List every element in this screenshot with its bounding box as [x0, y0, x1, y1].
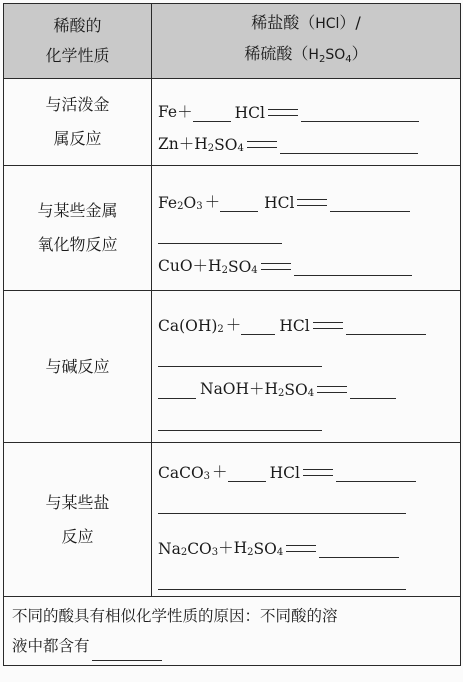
row-salt-equations: [152, 443, 461, 597]
row-oxide-label-line1: 与某些金属: [37, 201, 118, 220]
eq-caco3-sub1: 3: [203, 470, 211, 482]
header-left-line2: 化学性质: [45, 46, 110, 65]
eq-naoh-a: NaOH＋H: [200, 379, 279, 398]
equation-naoh-continuation: [158, 399, 460, 431]
row-oxide-equations: [152, 166, 461, 291]
row-oxide-label: [4, 166, 152, 291]
row-metal-equations: [152, 79, 461, 166]
equation-fe-hcl: [158, 90, 460, 122]
product-blank[interactable]: [319, 539, 399, 558]
row-salt-label-line2: 反应: [61, 526, 94, 546]
footer-cell: [4, 597, 461, 666]
equation-na2co3-h2so4: [158, 514, 460, 558]
header-left-line1: 稀酸的: [53, 16, 102, 35]
equation-naoh-h2so4: [158, 367, 460, 399]
header-h2so4-sub4: 4: [345, 53, 352, 65]
product-blank-continuation[interactable]: [158, 495, 406, 514]
eq-caco3-a: CaCO: [158, 463, 204, 482]
row-oxide: [4, 166, 461, 291]
product-blank-continuation[interactable]: [158, 571, 406, 590]
equals-sign: [286, 545, 316, 552]
eq-na2co3-c: ＋H: [218, 538, 248, 557]
acid-properties-table: [3, 3, 461, 666]
eq-fe2o3-b: O: [183, 194, 197, 212]
equation-caco3-continuation: [158, 482, 460, 514]
row-base-label: [4, 291, 152, 443]
eq-cuo-sub2: 4: [251, 265, 258, 276]
header-hcl-suffix: ）/: [339, 12, 361, 32]
eq-na2co3-d: SO: [253, 539, 277, 558]
equation-fe2o3-hcl: [158, 180, 460, 212]
eq-naoh-sub1: 2: [278, 387, 285, 399]
product-blank[interactable]: [280, 135, 418, 154]
eq-zn-sub1: 2: [207, 143, 215, 154]
eq-cuo-mid: SO: [227, 258, 252, 276]
coefficient-blank[interactable]: [241, 316, 275, 335]
equals-sign: [268, 109, 298, 116]
coefficient-blank[interactable]: [193, 103, 231, 122]
equals-sign: [297, 199, 327, 206]
eq-na2co3-sub4: 4: [276, 546, 284, 558]
product-blank-continuation[interactable]: [158, 348, 322, 367]
product-blank-continuation[interactable]: [158, 225, 282, 244]
eq-naoh-mid: SO: [284, 380, 308, 399]
header-acids-cell: [152, 4, 461, 79]
row-base-label-text: 与碱反应: [45, 356, 110, 376]
equation-caoh2-hcl: [158, 303, 460, 335]
product-blank[interactable]: [294, 257, 412, 276]
equation-na2co3-continuation: [158, 558, 460, 590]
row-metal-label: [4, 79, 152, 166]
eq-cuo-reactant: CuO＋H: [158, 257, 222, 275]
header-h2so4-sub2: 2: [318, 53, 326, 65]
header-h2so4-prefix: 稀硫酸（: [244, 43, 309, 63]
header-row: [4, 4, 461, 79]
eq-fe2o3-plus: ＋: [204, 193, 221, 211]
eq-na2co3-a: Na: [158, 539, 181, 558]
equals-sign: [317, 386, 347, 393]
eq-caoh2-sub1: 2: [217, 323, 224, 335]
product-blank[interactable]: [330, 193, 410, 212]
eq-fe-reactant: Fe＋: [158, 103, 193, 121]
row-metal: [4, 79, 461, 166]
product-blank[interactable]: [336, 463, 416, 482]
header-hcl-formula: HCl: [315, 15, 340, 32]
footer-row: [4, 597, 461, 666]
header-property-cell: [4, 4, 152, 79]
row-base: [4, 291, 461, 443]
eq-naoh-sub2: 4: [307, 387, 315, 399]
row-salt-label-line1: 与某些盐: [45, 492, 110, 512]
row-salt-label: [4, 443, 152, 597]
product-blank[interactable]: [346, 316, 426, 335]
eq-fe2o3-acid: HCl: [264, 194, 295, 212]
eq-zn-reactant: Zn＋H: [158, 135, 208, 153]
eq-caoh2-plus: ＋: [225, 315, 242, 334]
row-metal-label-line2: 属反应: [53, 129, 102, 148]
equals-sign: [303, 469, 333, 476]
eq-cuo-sub1: 2: [221, 265, 228, 276]
coefficient-blank[interactable]: [220, 193, 258, 212]
eq-na2co3-sub2: 3: [211, 546, 219, 558]
equation-zn-h2so4: [158, 122, 460, 154]
row-salt: [4, 443, 461, 597]
answer-blank[interactable]: [92, 642, 162, 661]
eq-caoh2-acid: HCl: [279, 316, 310, 335]
eq-caco3-acid: HCl: [269, 463, 300, 482]
product-blank-continuation[interactable]: [158, 412, 322, 431]
eq-na2co3-sub3: 2: [247, 546, 254, 558]
footer-line2-text: 液中都含有: [12, 637, 90, 655]
row-base-equations: [152, 291, 461, 443]
eq-fe2o3-sub1: 2: [177, 201, 184, 212]
product-blank[interactable]: [350, 380, 396, 399]
header-h2so4-h: H: [308, 46, 319, 63]
product-blank[interactable]: [301, 103, 419, 122]
equals-sign: [247, 141, 277, 148]
equation-caco3-hcl: [158, 450, 460, 482]
coefficient-blank[interactable]: [228, 463, 266, 482]
header-right-line2: [152, 39, 460, 75]
row-metal-label-line1: 与活泼金: [45, 95, 110, 114]
eq-caco3-plus: ＋: [212, 462, 228, 481]
eq-na2co3-sub1: 2: [180, 546, 188, 558]
header-h2so4-so: SO: [325, 46, 346, 63]
eq-fe2o3-a: Fe: [158, 194, 178, 212]
eq-fe-acid: HCl: [234, 104, 265, 122]
eq-zn-sub2: 4: [237, 143, 244, 154]
row-oxide-label-line2: 氧化物反应: [37, 235, 118, 254]
header-hcl-prefix: 稀盐酸（: [251, 12, 316, 32]
eq-zn-mid: SO: [214, 136, 238, 154]
footer-line2: [12, 631, 454, 661]
eq-caoh2-a: Ca(OH): [158, 316, 218, 335]
eq-na2co3-b: CO: [187, 539, 212, 558]
equals-sign: [261, 263, 291, 270]
coefficient-blank[interactable]: [158, 380, 196, 399]
equation-fe2o3-continuation: [158, 212, 460, 244]
equation-cuo-h2so4: [158, 244, 460, 276]
header-h2so4-suffix: ）: [351, 43, 368, 63]
header-right-line1: [152, 8, 460, 39]
eq-fe2o3-sub2: 3: [196, 201, 203, 212]
footer-line1: 不同的酸具有相似化学性质的原因：不同酸的溶: [12, 607, 338, 625]
equation-caoh2-continuation: [158, 335, 460, 367]
equals-sign: [313, 322, 343, 329]
